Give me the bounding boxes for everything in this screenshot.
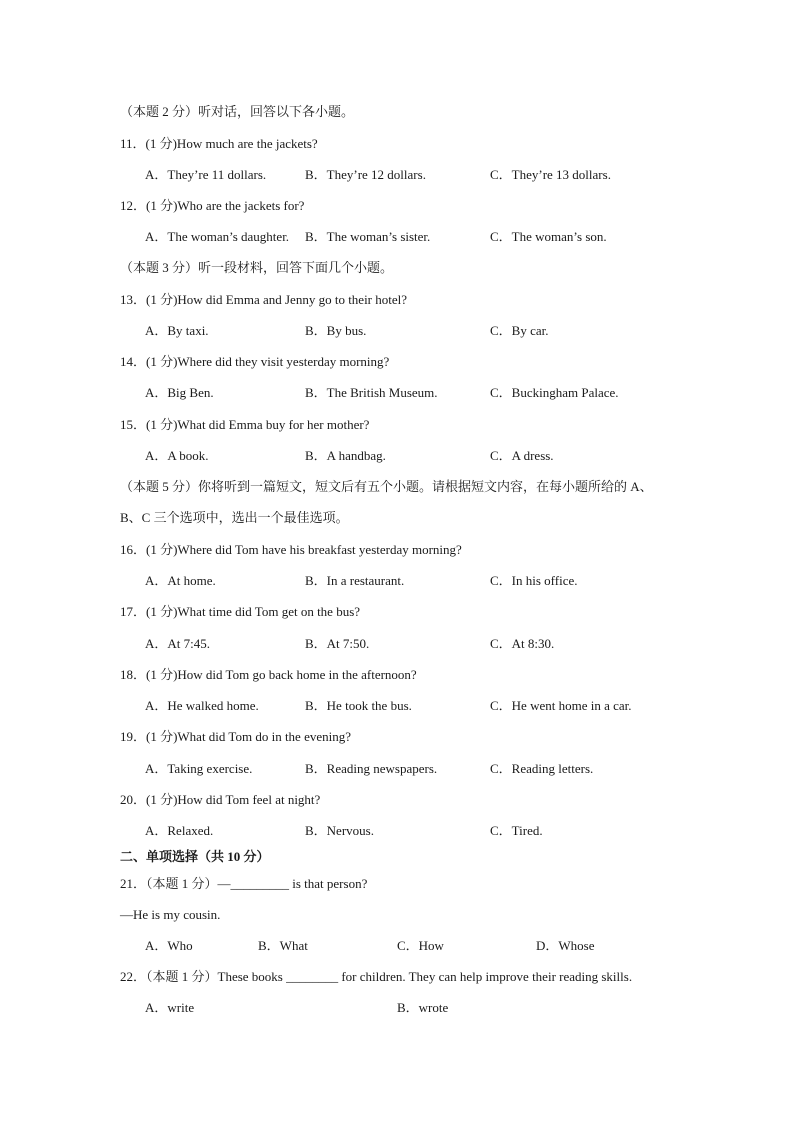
option-a: A．Relaxed. [145, 823, 214, 838]
option-a: A．At home. [145, 573, 216, 588]
option-d: D．Whose [536, 938, 595, 953]
question-11: 11．(1 分)How much are the jackets? [120, 136, 318, 151]
option-b: B．A handbag. [305, 448, 386, 463]
option-c: C．How [397, 938, 444, 953]
option-a: A．They’re 11 dollars. [145, 167, 267, 182]
question-17: 17．(1 分)What time did Tom get on the bus? [120, 604, 361, 619]
option-b: B．Nervous. [305, 823, 374, 838]
option-a: A．Big Ben. [145, 385, 214, 400]
option-b: B．What [258, 938, 308, 953]
option-b: B．wrote [397, 1000, 449, 1015]
option-b: B．By bus. [305, 323, 367, 338]
option-c: C．He went home in a car. [490, 698, 632, 713]
option-a: A．The woman’s daughter. [145, 229, 290, 244]
option-c: C．By car. [490, 323, 549, 338]
option-c: C．The woman’s son. [490, 229, 607, 244]
option-c: C．Tired. [490, 823, 543, 838]
option-a: A．A book. [145, 448, 209, 463]
question-15: 15．(1 分)What did Emma buy for her mother? [120, 417, 370, 432]
option-b: B．The British Museum. [305, 385, 438, 400]
question-16: 16．(1 分)Where did Tom have his breakfast yesterday morning? [120, 542, 462, 557]
question-22: 22．（本题 1 分）These books ________ for children. They can help improve their reading skills. [120, 969, 633, 984]
option-a: A．At 7:45. [145, 636, 211, 651]
option-c: C．A dress. [490, 448, 554, 463]
question-20: 20．(1 分)How did Tom feel at night? [120, 792, 321, 807]
question-13: 13．(1 分)How did Emma and Jenny go to their hotel? [120, 292, 408, 307]
option-c: C．In his office. [490, 573, 578, 588]
section-intro-5pt-line1: （本题 5 分）你将听到一篇短文，短文后有五个小题。请根据短文内容，在每小题所给的 A、 [120, 479, 653, 494]
option-c: C．They’re 13 dollars. [490, 167, 611, 182]
option-b: B．Reading newspapers. [305, 761, 438, 776]
option-b: B．He took the bus. [305, 698, 412, 713]
option-a: A．Who [145, 938, 193, 953]
option-c: C．Buckingham Palace. [490, 385, 619, 400]
section-intro-2pt: （本题 2 分）听对话，回答以下各小题。 [120, 104, 355, 119]
section-title: 二、单项选择（共 10 分） [120, 849, 270, 864]
option-a: A．By taxi. [145, 323, 209, 338]
option-b: B．In a restaurant. [305, 573, 405, 588]
option-b: B．At 7:50. [305, 636, 370, 651]
option-a: A．Taking exercise. [145, 761, 253, 776]
option-a: A．He walked home. [145, 698, 259, 713]
option-b: B．The woman’s sister. [305, 229, 431, 244]
option-c: C．At 8:30. [490, 636, 555, 651]
question-19: 19．(1 分)What did Tom do in the evening? [120, 729, 351, 744]
section-intro-3pt: （本题 3 分）听一段材料，回答下面几个小题。 [120, 260, 394, 275]
option-b: B．They’re 12 dollars. [305, 167, 426, 182]
question-14: 14．(1 分)Where did they visit yesterday morning? [120, 354, 390, 369]
question-21-reply: —He is my cousin. [120, 907, 221, 922]
option-a: A．write [145, 1000, 195, 1015]
question-18: 18．(1 分)How did Tom go back home in the afternoon? [120, 667, 417, 682]
section-intro-5pt-line2: B、C 三个选项中，选出一个最佳选项。 [120, 510, 349, 525]
option-c: C．Reading letters. [490, 761, 594, 776]
question-21: 21．（本题 1 分）—_________ is that person? [120, 876, 368, 891]
question-12: 12．(1 分)Who are the jackets for? [120, 198, 305, 213]
